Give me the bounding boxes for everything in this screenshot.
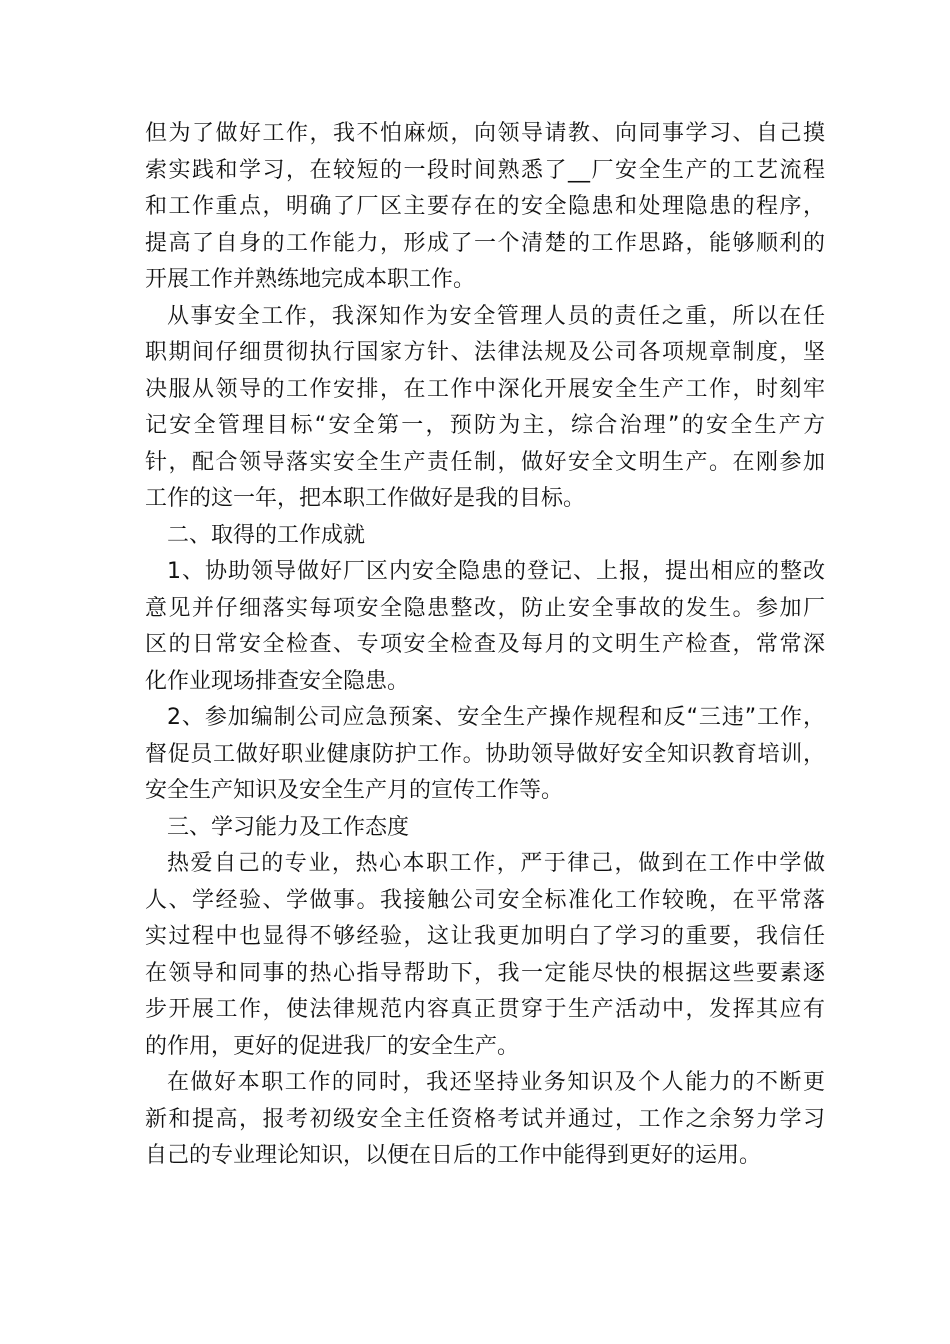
text-line: 和工作重点，明确了厂区主要存在的安全隐患和处理隐患的程序，	[145, 194, 825, 219]
text-line: 1、协助领导做好厂区内安全隐患的登记、上报，提出相应的整改	[167, 559, 825, 584]
text-line: 安全生产知识及安全生产月的宣传工作等。	[145, 778, 564, 803]
text-line: 新和提高，报考初级安全主任资格考试并通过，工作之余努力学习	[145, 1106, 825, 1132]
section-heading: 二、取得的工作成就	[167, 522, 366, 548]
text-line: 步开展工作，使法律规范内容真正贯穿于生产活动中，发挥其应有	[145, 997, 825, 1022]
text-line: 开展工作并熟练地完成本职工作。	[145, 267, 476, 292]
text-line: 2、参加编制公司应急预案、安全生产操作规程和反“三违”工作，	[167, 705, 825, 730]
text-line: 从事安全工作，我深知作为安全管理人员的责任之重，所以在任	[167, 303, 825, 329]
text-line: 职期间仔细贯彻执行国家方针、法律法规及公司各项规章制度，坚	[145, 340, 825, 365]
text-line: 在领导和同事的热心指导帮助下，我一定能尽快的根据这些要素逐	[145, 960, 825, 986]
text-line: 人、学经验、学做事。我接触公司安全标准化工作较晚，在平常落	[145, 887, 825, 913]
text-line: 化作业现场排查安全隐患。	[145, 668, 410, 694]
text-line: 索实践和学习，在较短的一段时间熟悉了__厂安全生产的工艺流程	[145, 157, 825, 183]
text-line: 针，配合领导落实安全生产责任制，做好安全文明生产。在刚参加	[145, 449, 825, 475]
text-line: 提高了自身的工作能力，形成了一个清楚的工作思路，能够顺利的	[145, 230, 825, 256]
text-line: 工作的这一年，把本职工作做好是我的目标。	[145, 486, 586, 511]
document-body	[145, 116, 825, 1175]
text-line: 记安全管理目标“安全第一，预防为主，综合治理”的安全生产方	[145, 413, 825, 438]
text-line: 的作用，更好的促进我厂的安全生产。	[145, 1033, 520, 1059]
text-line: 热爱自己的专业，热心本职工作，严于律己，做到在工作中学做	[167, 851, 825, 876]
text-line: 督促员工做好职业健康防护工作。协助领导做好安全知识教育培训，	[145, 741, 825, 767]
text-line: 在做好本职工作的同时，我还坚持业务知识及个人能力的不断更	[167, 1070, 825, 1095]
text-line: 但为了做好工作，我不怕麻烦，向领导请教、向同事学习、自己摸	[145, 121, 825, 146]
section-heading: 三、学习能力及工作态度	[167, 814, 410, 840]
text-line: 意见并仔细落实每项安全隐患整改，防止安全事故的发生。参加厂	[145, 595, 825, 621]
text-line: 自己的专业理论知识，以便在日后的工作中能得到更好的运用。	[145, 1143, 762, 1168]
text-line: 决服从领导的工作安排，在工作中深化开展安全生产工作，时刻牢	[145, 376, 825, 402]
text-line: 实过程中也显得不够经验，这让我更加明白了学习的重要，我信任	[145, 924, 825, 949]
text-line: 区的日常安全检查、专项安全检查及每月的文明生产检查，常常深	[145, 632, 825, 657]
